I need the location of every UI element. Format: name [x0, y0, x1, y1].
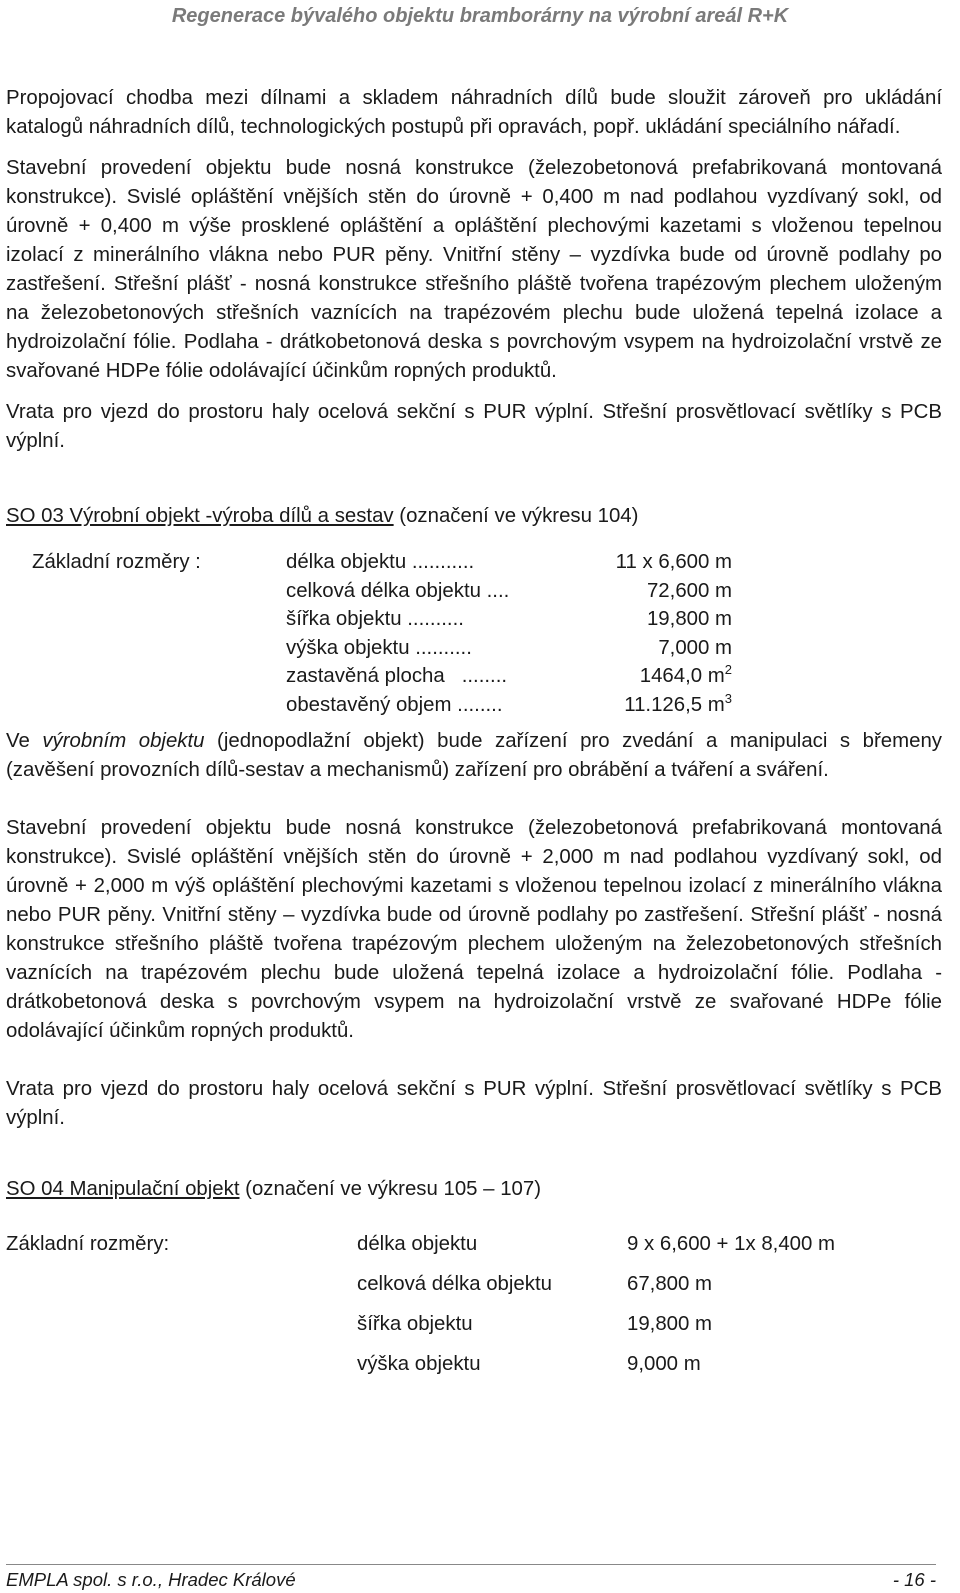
dimension-value: 9,000 m — [627, 1353, 701, 1375]
dimension-value: 19,800 m — [646, 608, 732, 630]
dimension-item: šířka objektu — [357, 1313, 473, 1335]
dimension-row — [6, 1224, 942, 1264]
paragraph-so03-construction: Stavební provedení objektu bude nosná konstrukce (železobetonová prefabrikovaná montovaná konstrukce). Svislé opláštění vnějších stěn do úrovně + 2,000 m nad podlahou vyzdívaný sokl, od úrovně + 2,000 m výš opláštění plechovými kazetami s vloženou tepelnou izolací z minerálního vlákna nebo PUR pěny. Vnitřní stěny – vyzdívka bude od úrovně podlahy po zastřešení. Střešní plášť - nosná konstrukce střešního pláště tvořena trapézovým plechem uloženým na železobetonových střešních vaznících na trapézovém plechu bude uložená tepelná izolace a hydroizolační fólie. Podlaha - drátkobetonová deska s povrchovým vsypem na hydroizolační vrstvě ze svařované HDPe fólie odolávající účinkům ropných produktů. — [6, 817, 942, 1042]
dimension-item: šířka objektu .......... — [286, 608, 464, 630]
dimensions-label: Základní rozměry: — [6, 1233, 170, 1255]
so03-ref: (označení ve výkresu 104) — [393, 505, 639, 527]
so04-dimensions — [6, 1224, 942, 1384]
so03-heading — [6, 502, 942, 531]
dimension-item: výška objektu .......... — [286, 636, 472, 659]
document-body — [6, 84, 942, 1384]
page-header: Regenerace bývalého objektu bramborárny na výrobní areál R+K — [171, 5, 789, 27]
dimension-row — [6, 1264, 942, 1304]
dimensions-label: Základní rozměry : — [32, 551, 201, 573]
dimension-value: 9 x 6,600 + 1x 8,400 m — [627, 1233, 836, 1255]
dimension-item: obestavěný objem ........ — [286, 693, 503, 716]
paragraph-construction: Stavební provedení objektu bude nosná konstrukce (železobetonová prefabrikovaná montovaná konstrukce). Svislé opláštění vnějších stěn do úrovně + 0,400 m nad podlahou vyzdívaný sokl, od úrovně + 0,400 m výše prosklené opláštění a opláštění plechovými kazetami s vloženou tepelnou izolací z minerálního vlákna nebo PUR pěny. Vnitřní stěny – vyzdívka bude od úrovně podlahy po zastřešení. Střešní plášť - nosná konstrukce střešního pláště tvořena trapézovým plechem uloženým na železobetonových střešních vaznících na trapézovém plechu bude uložená tepelná izolace a hydroizolační fólie. Podlaha - drátkobetonová deska s povrchovým vsypem na hydroizolační vrstvě ze svařované HDPe fólie odolávající účinkům ropných produktů. — [6, 157, 942, 382]
dimension-row — [6, 634, 942, 663]
paragraph-corridor: Propojovací chodba mezi dílnami a skladem náhradních dílů bude sloužit zároveň pro ukládání katalogů náhradních dílů, technologických postupů při opravách, popř. ukládání speciálního nářadí. — [6, 87, 942, 138]
dimension-row — [6, 605, 942, 634]
emphasis: výrobním objektu — [42, 730, 205, 752]
dimension-item: délka objektu — [357, 1233, 478, 1255]
dimension-item: výška objektu — [357, 1353, 481, 1375]
so04-heading — [6, 1175, 942, 1204]
dimension-value: 19,800 m — [627, 1313, 713, 1335]
dimension-row — [6, 662, 942, 691]
dimension-value: 72,600 m — [646, 579, 732, 602]
footer-company: EMPLA spol. s r.o., Hradec Králové — [6, 1569, 296, 1590]
so04-ref: (označení ve výkresu 105 – 107) — [239, 1178, 541, 1200]
dimension-value: 11.126,5 $m^3$ — [624, 690, 732, 716]
dimension-row — [6, 691, 942, 720]
superscript: 3 — [724, 690, 732, 706]
so03-dimensions — [6, 548, 942, 719]
paragraph-gates: Vrata pro vjezd do prostoru haly ocelová sekční s PUR výplní. Střešní prosvětlovací světlíky s PCB výplní. — [6, 401, 942, 452]
dimension-row — [6, 1344, 942, 1384]
dimension-row — [6, 1304, 942, 1344]
dimension-item: zastavěná plocha ........ — [286, 665, 508, 687]
dimension-row — [6, 577, 942, 606]
dimension-row — [6, 548, 942, 577]
dimension-value: 11 x 6,600 m — [615, 551, 732, 573]
paragraph-so03-gates: Vrata pro vjezd do prostoru haly ocelová sekční s PUR výplní. Střešní prosvětlovací světlíky s PCB výplní. — [6, 1078, 942, 1129]
superscript: 2 — [724, 662, 732, 678]
dimension-value: 1464,0 $m^2$ — [639, 662, 732, 687]
paragraph-production: Ve výrobním objektu (jednopodlažní objekt) bude zařízení pro zvedání a manipulaci s břemeny (zavěšení provozních dílů-sestav a mechanismů) zařízení pro obrábění a tváření a sváření. — [6, 730, 943, 781]
so04-title: SO 04 Manipulační objekt — [6, 1178, 240, 1200]
page-number: - 16 - — [892, 1569, 936, 1590]
page-footer — [6, 1564, 936, 1591]
so03-title: SO 03 Výrobní objekt -výroba dílů a sestav — [6, 505, 394, 527]
dimension-item: celková délka objektu — [357, 1273, 552, 1295]
dimension-item: celková délka objektu .... — [286, 579, 510, 602]
dimension-value: 67,800 m — [627, 1273, 713, 1295]
dimension-item: délka objektu ........... — [286, 551, 475, 573]
dimension-value: 7,000 m — [658, 636, 732, 659]
